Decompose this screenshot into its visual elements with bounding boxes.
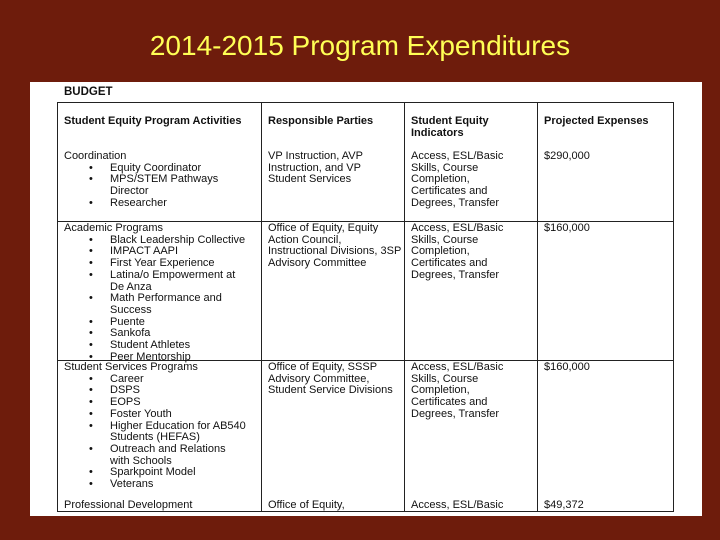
column-divider	[404, 103, 405, 511]
list-item: • Puente	[89, 315, 145, 328]
responsible-parties: Office of Equity, Equity Action Council, Instructional Divisions, 3SP Advisory Committee	[268, 222, 402, 270]
slide-title: 2014-2015 Program Expenditures	[149, 30, 571, 61]
column-header: Projected Expenses	[544, 115, 649, 127]
column-header: Student Equity Indicators	[411, 115, 489, 139]
list-item: • Math Performance and Success	[89, 292, 222, 316]
list-item: • IMPACT AAPI	[89, 245, 179, 258]
activity-name: Coordination	[64, 150, 127, 162]
list-item: • Sparkpoint Model	[89, 466, 196, 479]
responsible-parties: VP Instruction, AVP Instruction, and VP Student Services	[268, 150, 363, 186]
projected-expense: $160,000	[544, 361, 590, 373]
column-header: Student Equity Program Activities	[64, 115, 242, 127]
list-item: • Career	[89, 372, 144, 385]
document-image	[30, 82, 702, 516]
list-item: • Latina/o Empowerment at De Anza	[89, 268, 236, 293]
column-divider	[261, 103, 262, 511]
projected-expense: $290,000	[544, 150, 590, 162]
projected-expense: $160,000	[544, 222, 590, 234]
table-row-coordination	[64, 151, 254, 210]
equity-indicators: Access, ESL/Basic Skills, Course Completion, Certificates and Degrees, Transfer	[411, 222, 504, 281]
activity-name: Student Services Programs	[64, 361, 198, 373]
equity-indicators: Access, ESL/Basic Skills, Course Completion, Certificates and Degrees, Transfer	[411, 361, 504, 420]
list-item: • EOPS	[89, 396, 141, 409]
column-header: Responsible Parties	[268, 115, 374, 127]
list-item: • DSPS	[89, 384, 140, 397]
column-divider	[537, 103, 538, 511]
list-item: • Student Athletes	[89, 339, 191, 352]
list-item: • Foster Youth	[89, 407, 172, 420]
responsible-parties: Office of Equity,	[268, 499, 345, 511]
equity-indicators: Access, ESL/Basic	[411, 499, 504, 511]
list-item: • Sankofa	[89, 327, 151, 340]
list-item: • Equity Coordinator	[89, 161, 202, 174]
activity-name: Professional Development	[64, 499, 193, 511]
equity-indicators: Access, ESL/Basic Skills, Course Completion, Certificates and Degrees, Transfer	[411, 150, 504, 209]
list-item: • Outreach and Relations with Schools	[89, 442, 226, 467]
activity-name: Academic Programs	[64, 222, 164, 234]
list-item: • Veterans	[89, 478, 154, 491]
budget-table	[57, 102, 674, 512]
list-item: • First Year Experience	[89, 257, 215, 270]
projected-expense: $49,372	[544, 499, 584, 511]
list-item: • MPS/STEM Pathways Director	[89, 173, 219, 198]
list-item: • Peer Mentorship	[89, 350, 191, 363]
list-item: • Black Leadership Collective	[89, 233, 246, 246]
list-item: • Researcher	[89, 196, 167, 209]
list-item: • Higher Education for AB540 Students (HEFAS)	[89, 419, 246, 444]
responsible-parties: Office of Equity, SSSP Advisory Committee, Student Service Divisions	[268, 361, 393, 397]
budget-heading: BUDGET	[64, 86, 113, 98]
table-row-student-services	[64, 362, 254, 491]
table-row-academic-programs	[64, 223, 254, 363]
